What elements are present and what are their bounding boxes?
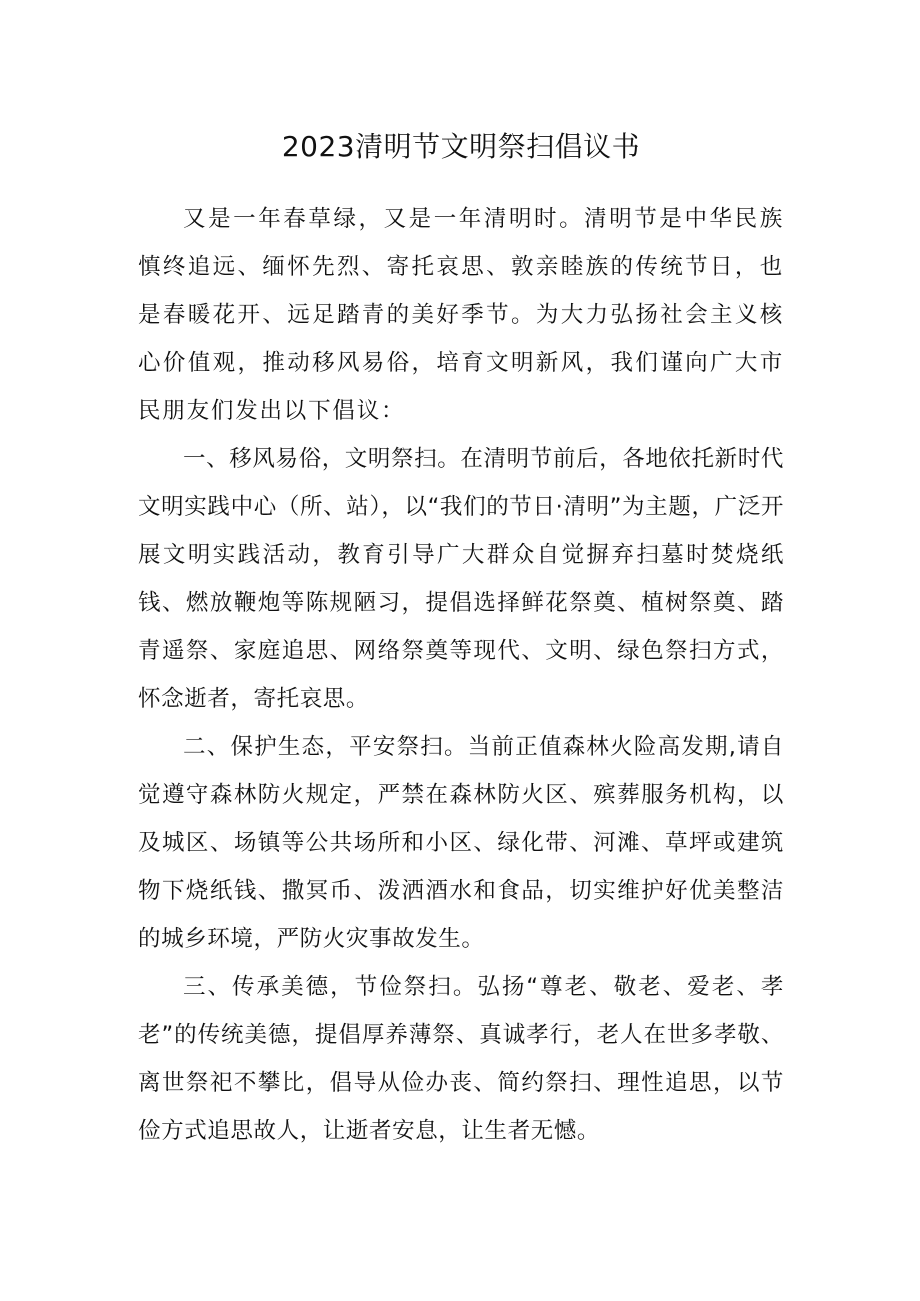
proposal-item-2: 二、保护生态，平安祭扫。当前正值森林火险高发期,请自觉遵守森林防火规定，严禁在森林防火区、殡葬服务机构，以及城区、场镇等公共场所和小区、绿化带、河滩、草坪或建筑物下烧纸钱、撒冥币、泼洒酒水和食品，切实维护好优美整洁的城乡环境，严防火灾事故发生。: [138, 734, 784, 952]
intro-paragraph: 又是一年春草绿，又是一年清明时。清明节是中华民族慎终追远、缅怀先烈、寄托哀思、敦亲睦族的传统节日，也是春暖花开、远足踏青的美好季节。为大力弘扬社会主义核心价值观，推动移风易俗，培育文明新风，我们谨向广大市民朋友们发出以下倡议：: [138, 206, 784, 424]
proposal-item-3: 三、传承美德，节俭祭扫。弘扬“尊老、敬老、爱老、孝老”的传统美德，提倡厚养薄祭、真诚孝行，老人在世多孝敬、离世祭祀不攀比，倡导从俭办丧、简约祭扫、理性追思，以节俭方式追思故人，让逝者安息，让生者无憾。: [138, 974, 784, 1144]
proposal-item-1: 一、移风易俗，文明祭扫。在清明节前后，各地依托新时代文明实践中心（所、站），以“我们的节日·清明”为主题，广泛开展文明实践活动，教育引导广大群众自觉摒弃扫墓时焚烧纸钱、燃放鞭炮等陈规陋习，提倡选择鲜花祭奠、植树祭奠、踏青遥祭、家庭追思、网络祭奠等现代、文明、绿色祭扫方式，怀念逝者，寄托哀思。: [138, 446, 784, 712]
document-title: 2023清明节文明祭扫倡议书: [281, 130, 641, 163]
document-page: [138, 0, 784, 1155]
